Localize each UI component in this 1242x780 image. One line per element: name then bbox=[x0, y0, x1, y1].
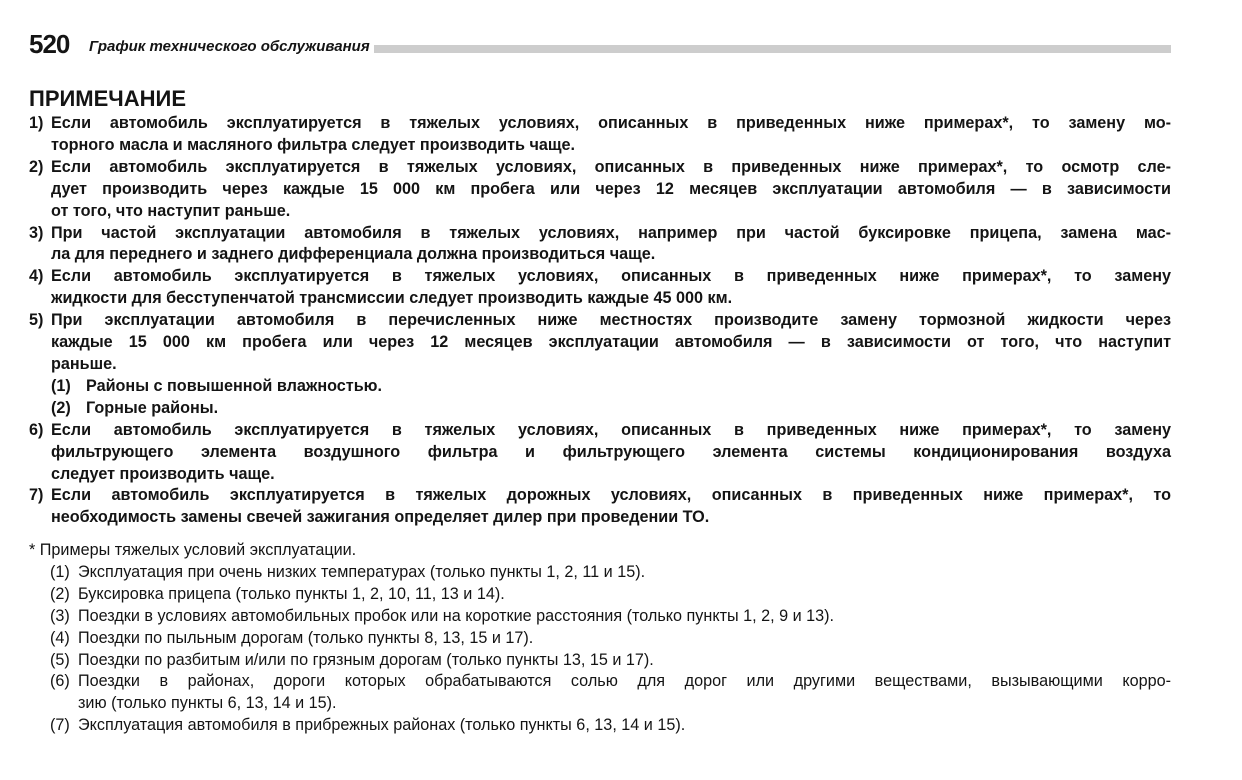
subitem-text: Горные районы. bbox=[86, 398, 219, 417]
note-line: Если автомобиль эксплуатируется в тяжелых условиях, описанных в приведенных ниже примерах*, то замену bbox=[51, 267, 1171, 286]
examples-heading: * Примеры тяжелых условий эксплуатации. bbox=[29, 541, 357, 559]
note-line: Если автомобиль эксплуатируется в тяжелых условиях, описанных в приведенных ниже примерах*, то замену bbox=[51, 420, 1171, 439]
example-item bbox=[29, 650, 1171, 672]
note-item bbox=[29, 157, 1171, 223]
example-line: Эксплуатация при очень низких температурах (только пункты 1, 2, 11 и 15). bbox=[78, 562, 646, 581]
note-line: Если автомобиль эксплуатируется в тяжелых условиях, описанных в приведенных ниже примерах*, то осмотр сле- bbox=[51, 157, 1171, 176]
note-line: дует производить через каждые 15 000 км пробега или через 12 месяцев эксплуатации автомобиля — в зависимости bbox=[51, 179, 1171, 198]
note-number: 5) bbox=[29, 311, 44, 330]
example-line: Буксировка прицепа (только пункты 1, 2, 10, 11, 13 и 14). bbox=[78, 584, 505, 603]
example-item bbox=[29, 562, 1171, 584]
note-item bbox=[29, 113, 1171, 157]
note-item bbox=[29, 310, 1171, 420]
note-number: 6) bbox=[29, 420, 44, 439]
example-number: (2) bbox=[50, 584, 70, 603]
examples-section bbox=[29, 540, 1171, 737]
subitem-text: Районы с повышенной влажностью. bbox=[86, 376, 383, 395]
running-title: График технического обслуживания bbox=[89, 37, 374, 57]
note-line: каждые 15 000 км пробега или через 12 месяцев эксплуатации автомобиля — в зависимости от того, что наступит bbox=[51, 333, 1171, 352]
example-number: (4) bbox=[50, 628, 70, 647]
note-line: от того, что наступит раньше. bbox=[51, 201, 291, 220]
subitem-number: (1) bbox=[51, 376, 71, 395]
note-line: жидкости для бесступенчатой трансмиссии следует производить каждые 45 000 км. bbox=[51, 289, 733, 308]
example-item bbox=[29, 628, 1171, 650]
note-line: торного масла и масляного фильтра следует производить чаще. bbox=[51, 135, 576, 154]
note-subitem bbox=[51, 376, 1171, 398]
example-number: (5) bbox=[50, 650, 70, 669]
note-line: раньше. bbox=[51, 354, 117, 373]
note-line: Если автомобиль эксплуатируется в тяжелых условиях, описанных в приведенных ниже примерах*, то замену мо- bbox=[51, 114, 1171, 132]
note-line: следует производить чаще. bbox=[51, 464, 275, 483]
note-line: необходимость замены свечей зажигания определяет дилер при проведении ТО. bbox=[51, 508, 710, 527]
example-line: зию (только пункты 6, 13, 14 и 15). bbox=[78, 694, 337, 713]
example-number: (7) bbox=[50, 716, 70, 735]
note-list bbox=[29, 113, 1171, 529]
note-number: 7) bbox=[29, 486, 44, 505]
example-line: Поездки по разбитым и/или по грязным дорогам (только пункты 13, 15 и 17). bbox=[78, 650, 654, 669]
note-line: Если автомобиль эксплуатируется в тяжелых дорожных условиях, описанных в приведенных ниже примерах*, то bbox=[51, 486, 1171, 505]
note-line: При частой эксплуатации автомобиля в тяжелых условиях, например при частой буксировке прицепа, замена мас- bbox=[51, 223, 1171, 242]
example-number: (3) bbox=[50, 606, 70, 625]
note-number: 4) bbox=[29, 267, 44, 286]
note-subitem bbox=[51, 398, 1171, 420]
page-number: 520 bbox=[29, 28, 75, 60]
note-item bbox=[29, 420, 1171, 486]
subitem-number: (2) bbox=[51, 398, 71, 417]
example-item bbox=[29, 715, 1171, 737]
note-item bbox=[29, 485, 1171, 529]
example-item bbox=[29, 671, 1171, 715]
example-number: (1) bbox=[50, 562, 70, 581]
note-number: 2) bbox=[29, 157, 44, 176]
note-item bbox=[29, 266, 1171, 310]
example-line: Поездки по пыльным дорогам (только пункты 8, 13, 15 и 17). bbox=[78, 628, 534, 647]
note-line: ла для переднего и заднего дифференциала должна производиться чаще. bbox=[51, 245, 656, 264]
example-line: Поездки в районах, дороги которых обрабатываются солью для дорог или другими веществами, вызывающими корро- bbox=[78, 672, 1171, 691]
note-line: фильтрующего элемента воздушного фильтра и фильтрующего элемента системы кондиционирования воздуха bbox=[51, 442, 1171, 461]
note-number: 1) bbox=[29, 114, 44, 132]
note-line: При эксплуатации автомобиля в перечисленных ниже местностях производите замену тормозной жидкости через bbox=[51, 311, 1171, 330]
note-item bbox=[29, 223, 1171, 267]
note-heading: ПРИМЕЧАНИЕ bbox=[29, 86, 187, 111]
example-line: Поездки в условиях автомобильных пробок или на короткие расстояния (только пункты 1, 2, 9 и 13). bbox=[78, 606, 835, 625]
example-number: (6) bbox=[50, 672, 70, 691]
example-line: Эксплуатация автомобиля в прибрежных районах (только пункты 6, 13, 14 и 15). bbox=[78, 716, 686, 735]
example-item bbox=[29, 584, 1171, 606]
example-item bbox=[29, 606, 1171, 628]
note-number: 3) bbox=[29, 223, 44, 242]
page-header bbox=[29, 28, 1171, 60]
